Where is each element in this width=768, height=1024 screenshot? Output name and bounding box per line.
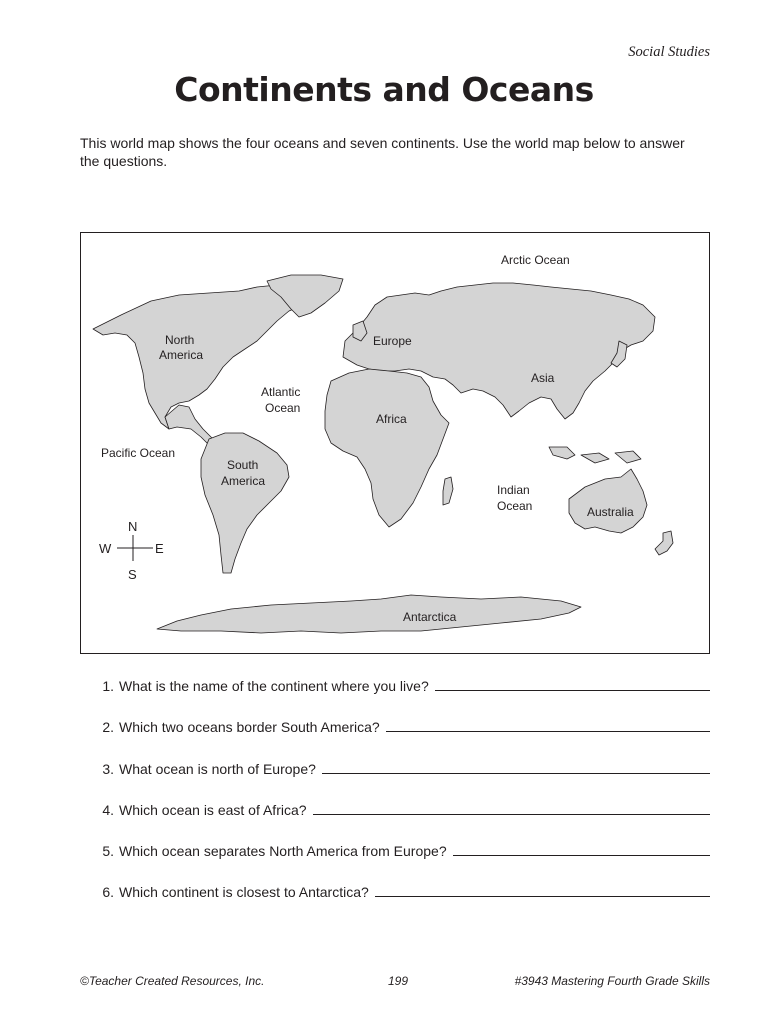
indian-ocean-label-1: Indian [497, 483, 530, 497]
question-number: 3. [102, 761, 114, 777]
indonesia-shape [549, 447, 641, 463]
compass-south: S [128, 567, 137, 582]
answer-line[interactable] [322, 773, 710, 774]
atlantic-ocean-label-2: Ocean [265, 401, 301, 415]
south-america-label-2: America [221, 474, 266, 488]
answer-line[interactable] [375, 896, 710, 897]
australia-label: Australia [587, 505, 634, 519]
north-america-label-2: America [159, 348, 204, 362]
indian-ocean-label-2: Ocean [497, 499, 533, 513]
north-america-label-1: North [165, 333, 195, 347]
question-number: 1. [102, 678, 114, 694]
new-zealand-shape [655, 531, 673, 555]
compass-west: W [99, 541, 112, 556]
question-text: What ocean is north of Europe? [119, 761, 316, 777]
question-3 [80, 757, 710, 777]
answer-line[interactable] [386, 731, 710, 732]
question-number: 5. [102, 843, 114, 859]
answer-line[interactable] [313, 814, 710, 815]
question-text: Which continent is closest to Antarctica? [119, 884, 369, 900]
australia-shape [569, 469, 647, 533]
question-text: Which two oceans border South America? [119, 719, 380, 735]
question-text: Which ocean is east of Africa? [119, 802, 307, 818]
antarctica-shape [157, 595, 581, 633]
madagascar-shape [443, 477, 453, 505]
compass-rose-icon [99, 519, 164, 582]
world-map-drawing [81, 233, 709, 653]
footer-copyright: ©Teacher Created Resources, Inc. [80, 974, 265, 988]
asia-label: Asia [531, 371, 555, 385]
footer-book-title: #3943 Mastering Fourth Grade Skills [514, 974, 710, 988]
intro-paragraph: This world map shows the four oceans and seven continents. Use the world map below to answer the questions. [80, 135, 685, 169]
antarctica-label: Antarctica [403, 610, 457, 624]
atlantic-ocean-label-1: Atlantic [261, 385, 301, 399]
page-title: Continents and Oceans [174, 70, 594, 109]
question-1 [80, 674, 710, 694]
pacific-ocean-label: Pacific Ocean [101, 446, 176, 460]
question-number: 6. [102, 884, 114, 900]
africa-shape [325, 369, 449, 527]
answer-line[interactable] [453, 855, 710, 856]
compass-east: E [155, 541, 164, 556]
question-number: 4. [102, 802, 114, 818]
answer-line[interactable] [435, 690, 710, 691]
question-2 [80, 715, 710, 735]
question-text: What is the name of the continent where you live? [119, 678, 429, 694]
question-4 [80, 798, 710, 818]
compass-north: N [128, 519, 138, 534]
question-5 [80, 839, 710, 859]
footer-page-number: 199 [388, 974, 409, 988]
arctic-ocean-label: Arctic Ocean [501, 253, 570, 267]
world-map [80, 232, 710, 654]
page-footer [80, 974, 710, 990]
question-text: Which ocean separates North America from Europe? [119, 843, 447, 859]
question-6 [80, 880, 710, 900]
question-number: 2. [102, 719, 114, 735]
africa-label: Africa [376, 412, 407, 426]
south-america-shape [201, 433, 289, 573]
south-america-label-1: South [227, 458, 259, 472]
europe-label: Europe [373, 334, 412, 348]
subject-label: Social Studies [628, 44, 710, 60]
